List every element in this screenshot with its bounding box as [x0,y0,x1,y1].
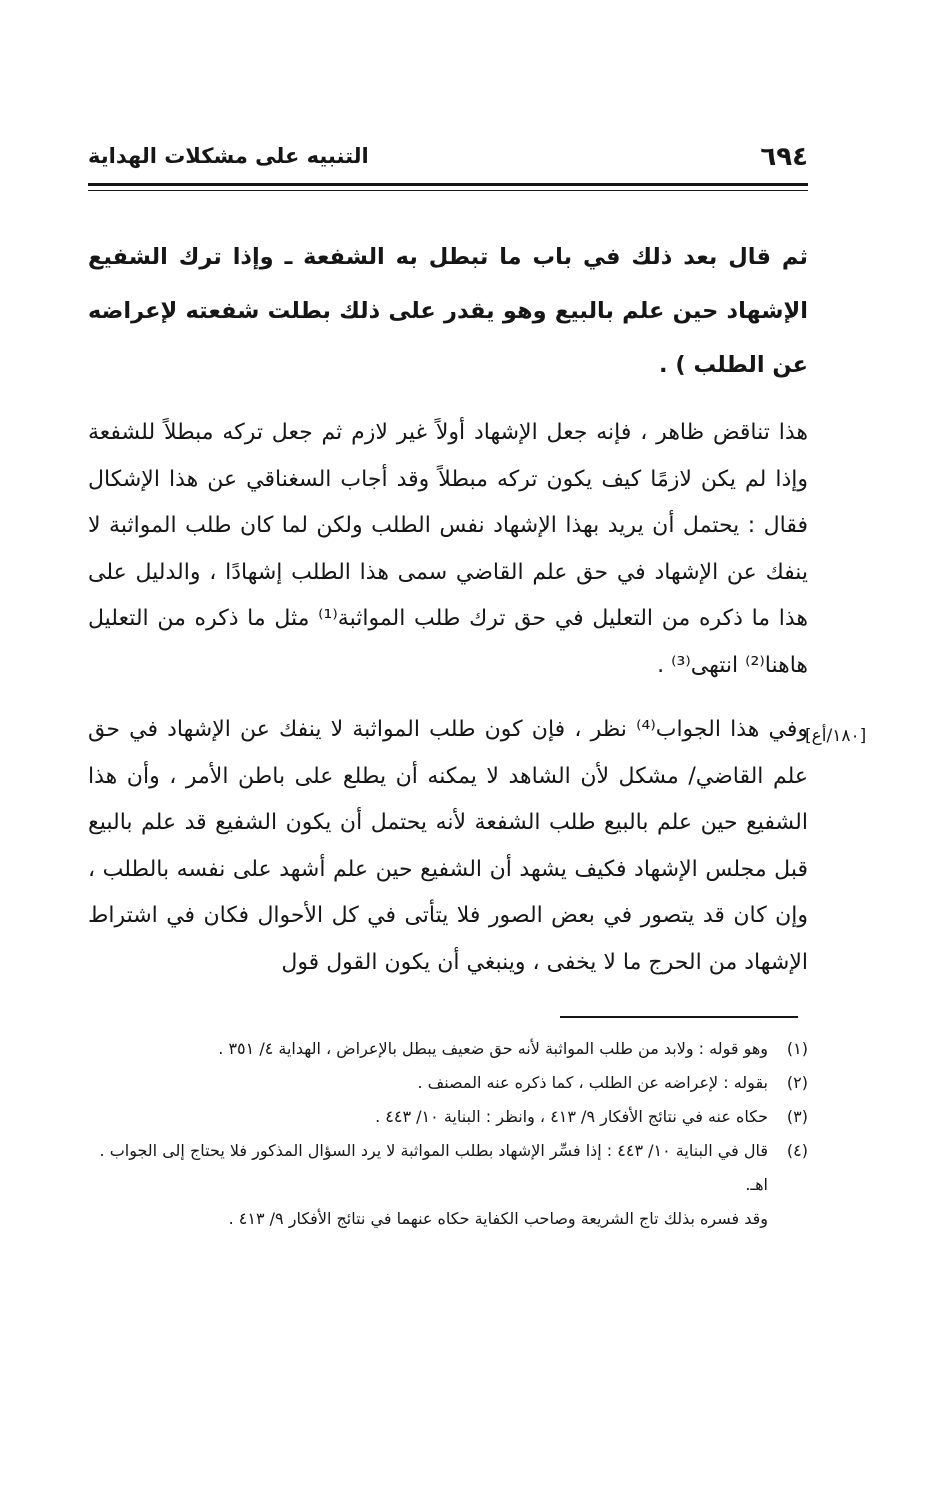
critique-paragraph: وفي هذا الجواب⁽⁴⁾ نظر ، فإن كون طلب المواثبة لا ينفك عن الإشهاد في حق علم القاضي/ مشكل لأن الشاهد لا يمكنه أن يطلع على باطن الأمر ، وأن هذا الشفيع حين علم بالبيع طلب الشفعة لأنه يحتمل أن يكون الشفيع قد علم بالبيع قبل مجلس الإشهاد فكيف يشهد أن الشفيع حين علم أشهد على نفسه بالطلب ، وإن كان قد يتصور في بعض الصور فلا يتأتى في كل الأحوال فكان في اشتراط الإشهاد من الحرج ما لا يخفى ، وينبغي أن يكون القول قول [88,717,809,975]
footnote-number: (٣) [786,1107,808,1126]
footnotes [88,1032,808,1236]
header-rule-thin [88,190,808,191]
footnote-text: حكاه عنه في نتائج الأفكار ٩/ ٤١٣ ، وانظر : البناية ١٠/ ٤٤٣ . [375,1107,768,1126]
footnote-number: (٢) [786,1073,808,1092]
footnote [88,1100,808,1134]
footnote-number: (٤) [786,1141,808,1160]
commentary-paragraph: هذا تناقض ظاهر ، فإنه جعل الإشهاد أولاً غير لازم ثم جعل تركه مبطلاً للشفعة وإذا لم يكن لازمًا كيف يكون تركه مبطلاً وقد أجاب السغناقي عن هذا الإشكال فقال : يحتمل أن يريد بهذا الإشهاد نفس الطلب ولكن لما كان طلب المواثبة لا ينفك عن الإشهاد في حق علم القاضي سمى هذا الطلب إشهادًا ، والدليل على هذا ما ذكره من التعليل في حق ترك طلب المواثبة⁽¹⁾ مثل ما ذكره من التعليل هاهنا⁽²⁾ انتهى⁽³⁾ . [88,420,808,678]
footnote-continuation: وقد فسره بذلك تاج الشريعة وصاحب الكفاية حكاه عنهما في نتائج الأفكار ٩/ ٤١٣ . [228,1209,768,1228]
header-rule-thick [88,183,808,186]
quoted-paragraph: ثم قال بعد ذلك في باب ما تبطل به الشفعة ـ وإذا ترك الشفيع الإشهاد حين علم بالبيع وهو يقدر على ذلك بطلت شفعته لإعراضه عن الطلب ) . [88,244,808,378]
page-number: ٦٩٤ [760,142,808,172]
footnote-number: (١) [786,1039,808,1058]
footnote [88,1032,808,1066]
page-header [88,142,808,178]
manuscript-folio-note: [١٨٠/أع] [805,726,867,746]
footnote [88,1066,808,1100]
footnote-text: وهو قوله : ولابد من طلب المواثبة لأنه حق ضعيف يبطل بالإعراض ، الهداية ٤/ ٣٥١ . [218,1039,768,1058]
footnote-text: قال في البناية ١٠/ ٤٤٣ : إذا فسِّر الإشهاد بطلب المواثبة لا يرد السؤال المذكور فلا يحتاج إلى الجواب . اهـ. [99,1141,768,1194]
main-text [88,230,808,986]
footnote-separator [560,1016,798,1018]
footnote [88,1134,808,1202]
footnote-text: بقوله : لإعراضه عن الطلب ، كما ذكره عنه المصنف . [417,1073,768,1092]
running-title: التنبيه على مشكلات الهداية [88,144,369,168]
